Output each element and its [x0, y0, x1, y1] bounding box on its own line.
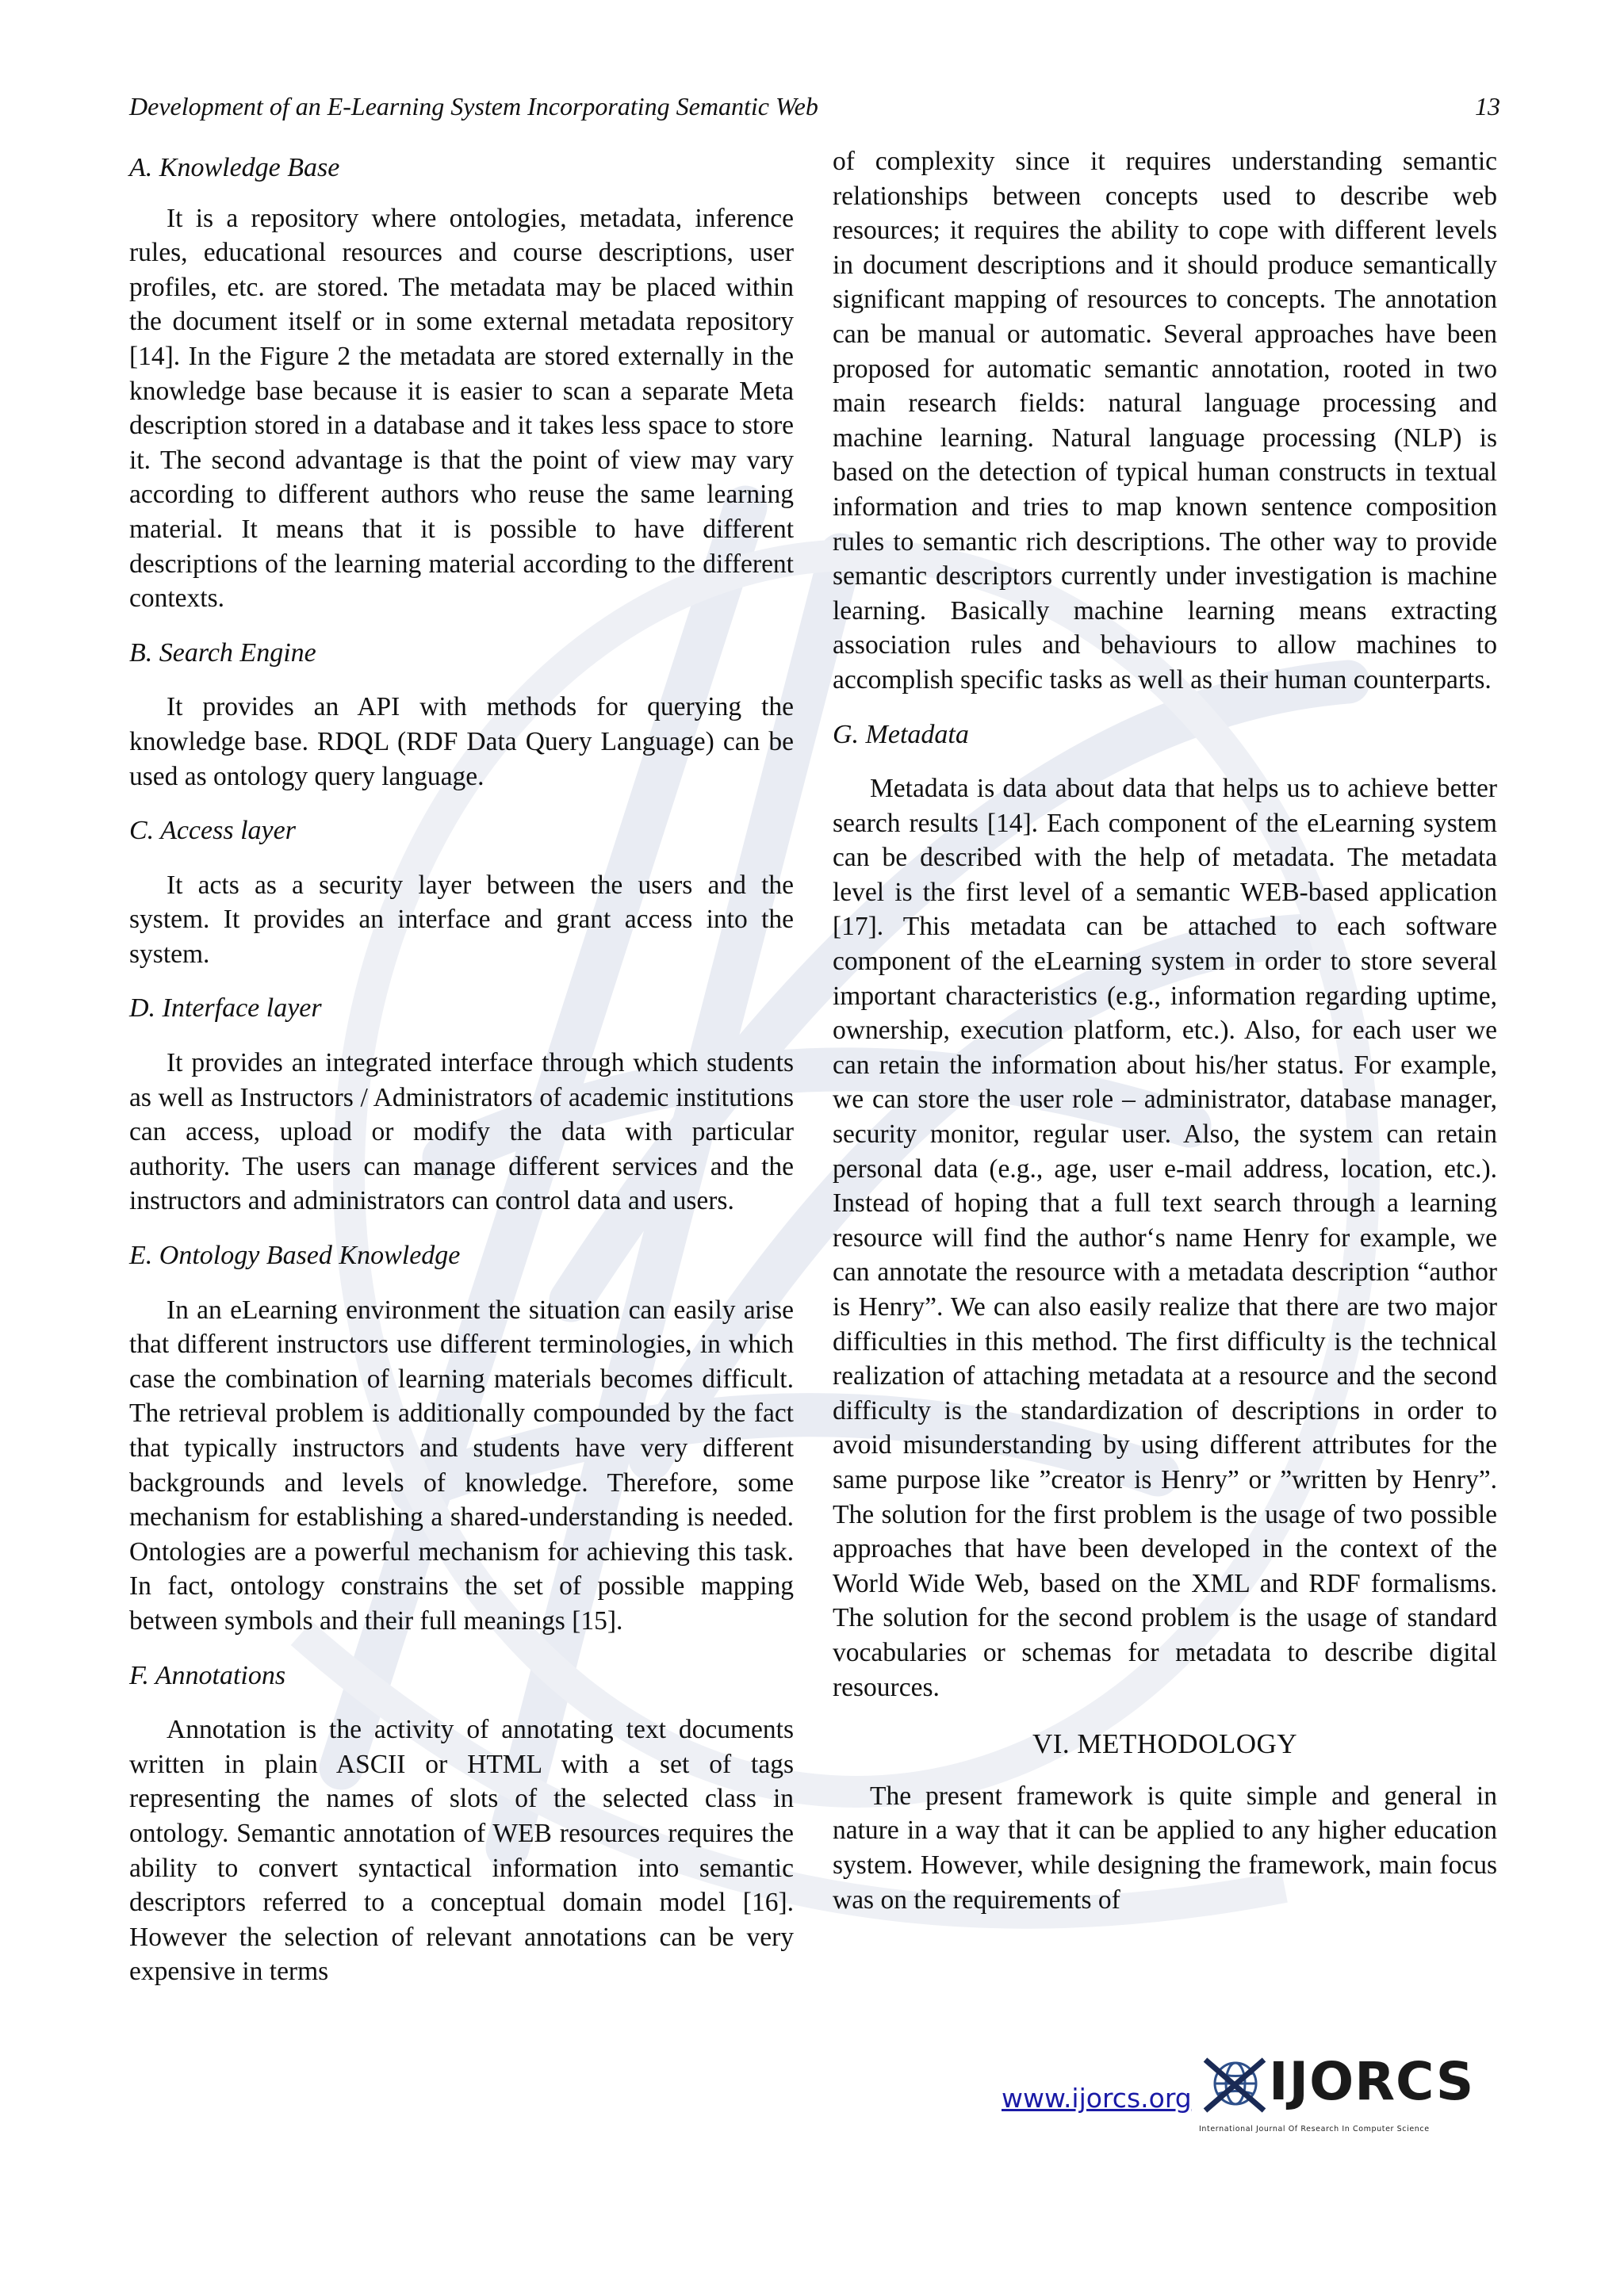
journal-url-link[interactable]: www.ijorcs.org — [1002, 2083, 1192, 2114]
paragraph-annotations: Annotation is the activity of annotating text documents written in plain ASCII or HTML with a set of tags representing the names of slots of the selected class in ontology. Semantic annotation of WEB resources requires the ability to convert syntactical information into semantic descriptors referred to a conceptual domain model [16]. However the selection of relevant annotations can be very expensive in terms — [129, 1715, 794, 1987]
paragraph-access-layer: It acts as a security layer between the users and the system. It provides an interface and grant access into the system. — [129, 870, 794, 969]
page-number: 13 — [1475, 92, 1500, 121]
section-heading-knowledge-base: A. Knowledge Base — [129, 153, 340, 182]
section-heading-access-layer: C. Access layer — [129, 816, 296, 846]
section-heading-metadata: G. Metadata — [833, 719, 969, 749]
paragraph-annotations-continued: of complexity since it requires understanding semantic relationships between concepts used to describe web resources; it requires the ability to cope with different levels in document descriptions and it should produce semantically significant mapping of resources to concepts. The annotation can be manual or automatic. Several approaches have been proposed for automatic semantic annotation, rooted in two main research fields: natural language processing and machine learning. Natural language processing (NLP) is based on the detection of typical human constructs in textual information and tries to map known sentence composition rules to semantic rich descriptions. The other way to provide semantic descriptors currently under investigation is machine learning. Basically machine learning means extracting association rules and behaviours to allow machines to accomplish specific tasks as well as their human counterparts. — [833, 147, 1497, 695]
journal-logo-subtitle: International Journal Of Research In Computer Science — [1199, 2125, 1430, 2133]
section-heading-methodology: VI. METHODOLOGY — [1032, 1728, 1298, 1760]
section-heading-search-engine: B. Search Engine — [129, 637, 316, 668]
left-column — [129, 144, 794, 1989]
paragraph-methodology: The present framework is quite simple and general in nature in a way that it can be applied to any higher education system. However, while designing the framework, main focus was on the requirements of — [833, 1781, 1497, 1915]
running-title: Development of an E-Learning System Incorporating Semantic Web — [129, 92, 818, 121]
right-column — [833, 144, 1497, 1917]
journal-logo-text: IJORCS — [1269, 2051, 1475, 2112]
paragraph-interface-layer: It provides an integrated interface through which students as well as Instructors / Administrators of academic institutions can access, upload or modify the data with particular authority. The users can manage different services and the instructors and administrators can control data and users. — [129, 1048, 794, 1216]
running-head — [129, 89, 1500, 124]
section-heading-annotations: F. Annotations — [129, 1660, 286, 1690]
section-heading-ontology: E. Ontology Based Knowledge — [129, 1241, 461, 1271]
section-heading-interface-layer: D. Interface layer — [129, 993, 322, 1024]
paragraph-search-engine: It provides an API with methods for querying the knowledge base. RDQL (RDF Data Query Language) can be used as ontology query language. — [129, 692, 794, 791]
paragraph-knowledge-base: It is a repository where ontologies, metadata, inference rules, educational resources and course descriptions, user profiles, etc. are stored. The metadata may be placed within the document itself or in some external metadata repository [14]. In the Figure 2 the metadata are stored externally in the knowledge base because it is easier to scan a separate Meta description stored in a database and it takes less space to store it. The second advantage is that the point of view may vary according to different authors who reuse the same learning material. It means that it is possible to have different descriptions of the learning material according to the different contexts. — [129, 203, 794, 614]
paragraph-ontology: In an eLearning environment the situation can easily arise that different instructors use different terminologies, in which case the combination of learning materials becomes difficult. The retrieval problem is additionally compounded by the fact that typically instructors and students have very different backgrounds and levels of knowledge. Therefore, some mechanism for establishing a shared-understanding is needed. Ontologies are a powerful mechanism for achieving this task. In fact, ontology constrains the set of possible mapping between symbols and their full meanings [15]. — [129, 1295, 794, 1636]
paragraph-metadata: Metadata is data about data that helps us to achieve better search results [14]. Each component of the eLearning system can be described with the help of metadata. The metadata level is the first level of a semantic WEB-based application [17]. This metadata can be attached to each software component of the eLearning system in order to store several important characteristics (e.g., information regarding uptime, ownership, execution platform, etc.). Also, for each user we can retain the information about his/her status. For example, we can store the user role – administrator, database manager, security monitor, regular user. Also, the system can retain personal data (e.g., age, user e-mail address, location, etc.). Instead of hoping that a full text search through a learning resource will find the author‘s name Henry for example, we can annotate the resource with a metadata description “author is Henry”. We can also easily realize that there are two major difficulties in this method. The first difficulty is the technical realization of attaching metadata at a resource and the second difficulty is the standardization of descriptions in order to avoid misunderstanding by using different attributes for the same purpose like ”creator is Henry” or ”written by Henry”. The solution for the first problem is the usage of two possible approaches that have been developed in the context of the World Wide Web, based on the XML and RDF formalisms. The solution for the second problem is the usage of standard vocabularies or schemas for metadata to describe digital resources. — [833, 774, 1497, 1702]
